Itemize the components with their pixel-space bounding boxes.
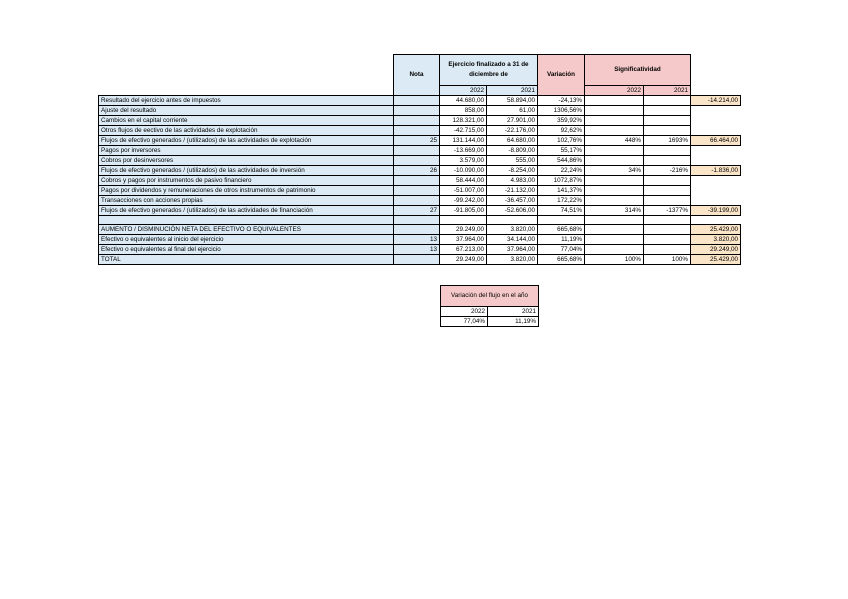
header-nota: Nota (394, 55, 440, 96)
variacion-flujo-value-2021: 11,19% (488, 317, 539, 327)
row-sig-2022 (585, 186, 644, 196)
cash-flow-sheet (98, 54, 741, 265)
row-sig-2022: 448% (585, 136, 644, 146)
row-sig-2021: -1377% (644, 206, 691, 216)
row-difference: -39.199,00 (691, 206, 741, 216)
row-value-2021 (487, 216, 538, 225)
row-value-2021: -8.254,00 (487, 166, 538, 176)
row-nota (394, 186, 440, 196)
table-row (99, 96, 741, 106)
row-value-2022: 3.579,00 (440, 156, 487, 166)
row-value-2021: 27.901,00 (487, 116, 538, 126)
row-nota: 26 (394, 166, 440, 176)
row-sig-2022 (585, 96, 644, 106)
row-variacion: 665,68% (538, 225, 585, 235)
row-nota (394, 96, 440, 106)
row-value-2021: -36.457,00 (487, 196, 538, 206)
row-label: Cobros y pagos por instrumentos de pasivo financiero (99, 176, 394, 186)
variacion-flujo-table (440, 285, 539, 327)
row-sig-2022: 100% (585, 255, 644, 265)
row-value-2021: -21.132,00 (487, 186, 538, 196)
variacion-flujo-year-2021: 2021 (488, 307, 539, 317)
row-nota (394, 196, 440, 206)
row-difference (691, 126, 741, 136)
row-value-2021: 555,00 (487, 156, 538, 166)
table-row (99, 156, 741, 166)
row-difference: 25.429,00 (691, 255, 741, 265)
row-difference (691, 116, 741, 126)
row-sig-2022 (585, 225, 644, 235)
row-nota (394, 126, 440, 136)
cash-flow-table (98, 54, 741, 265)
row-sig-2021: -216% (644, 166, 691, 176)
row-sig-2022 (585, 245, 644, 255)
row-sig-2021 (644, 146, 691, 156)
row-variacion: 102,76% (538, 136, 585, 146)
row-nota (394, 176, 440, 186)
row-variacion: 11,19% (538, 235, 585, 245)
row-difference (691, 156, 741, 166)
row-variacion: -24,13% (538, 96, 585, 106)
row-sig-2021 (644, 216, 691, 225)
row-sig-2022 (585, 156, 644, 166)
row-value-2022: 29.249,00 (440, 225, 487, 235)
row-value-2022: 858,00 (440, 106, 487, 116)
table-row (99, 225, 741, 235)
row-nota (394, 156, 440, 166)
row-sig-2021 (644, 106, 691, 116)
row-label: AUMENTO / DISMINUCIÓN NETA DEL EFECTIVO O EQUIVALENTES (99, 225, 394, 235)
row-sig-2021 (644, 225, 691, 235)
header-significatividad: Significatividad (585, 55, 691, 86)
variacion-flujo-year-2022: 2022 (441, 307, 488, 317)
row-label: Pagos por inversores (99, 146, 394, 156)
table-row (99, 176, 741, 186)
table-row (99, 146, 741, 156)
header-sig-year-2021: 2021 (644, 86, 691, 96)
row-sig-2022: 34% (585, 166, 644, 176)
row-variacion: 55,17% (538, 146, 585, 156)
header-spacer (99, 55, 394, 86)
row-sig-2021: 100% (644, 255, 691, 265)
table-row (99, 116, 741, 126)
row-label: Cambios en el capital corriente (99, 116, 394, 126)
row-nota (394, 216, 440, 225)
row-value-2022: -13.669,00 (440, 146, 487, 156)
row-label: Otros flujos de eectivo de las actividades de explotación (99, 126, 394, 136)
header-variacion: Variación (538, 55, 585, 96)
row-nota: 25 (394, 136, 440, 146)
row-label: Flujos de efectivo generados / (utilizados) de las actividades de inversión (99, 166, 394, 176)
row-variacion: 172,22% (538, 196, 585, 206)
row-value-2021: 34.144,00 (487, 235, 538, 245)
row-sig-2021 (644, 156, 691, 166)
row-nota (394, 255, 440, 265)
row-sig-2021: 1693% (644, 136, 691, 146)
row-value-2022: 29.249,00 (440, 255, 487, 265)
header-year-2022: 2022 (440, 86, 487, 96)
row-value-2022 (440, 216, 487, 225)
row-variacion: 22,24% (538, 166, 585, 176)
row-difference (691, 146, 741, 156)
row-label: Cobros por desinversores (99, 156, 394, 166)
row-nota (394, 146, 440, 156)
row-difference (691, 106, 741, 116)
row-sig-2021 (644, 116, 691, 126)
row-nota (394, 116, 440, 126)
row-value-2021: -22.176,00 (487, 126, 538, 136)
row-value-2022: 128.321,00 (440, 116, 487, 126)
row-value-2022: -91.805,00 (440, 206, 487, 216)
row-label: Transacciones con acciones propias (99, 196, 394, 206)
row-difference (691, 196, 741, 206)
table-row (99, 235, 741, 245)
row-value-2022: -99.242,00 (440, 196, 487, 206)
row-label (99, 216, 394, 225)
table-row (99, 186, 741, 196)
table-row (99, 126, 741, 136)
row-sig-2021 (644, 186, 691, 196)
row-variacion: 359,92% (538, 116, 585, 126)
row-variacion (538, 216, 585, 225)
row-difference (691, 186, 741, 196)
row-nota: 13 (394, 245, 440, 255)
row-sig-2022 (585, 116, 644, 126)
row-difference: -1.836,00 (691, 166, 741, 176)
row-label: Flujos de efectivo generados / (utilizados) de las actividades de financiación (99, 206, 394, 216)
row-value-2021: 3.820,00 (487, 225, 538, 235)
variacion-flujo-box (440, 285, 539, 327)
row-value-2022: 37.964,00 (440, 235, 487, 245)
row-difference: 66.464,00 (691, 136, 741, 146)
row-value-2021: 61,00 (487, 106, 538, 116)
row-label: Ajuste del resultado (99, 106, 394, 116)
row-variacion: 1306,56% (538, 106, 585, 116)
row-value-2022: -51.007,00 (440, 186, 487, 196)
variacion-flujo-value-2022: 77,04% (441, 317, 488, 327)
row-value-2022: 44.680,00 (440, 96, 487, 106)
row-label: Flujos de efectivo generados / (utilizados) de las actividades de explotación (99, 136, 394, 146)
row-label: Pagos por dividendos y remuneraciones de otros instrumentos de patrimonio (99, 186, 394, 196)
row-sig-2021 (644, 245, 691, 255)
row-sig-2022 (585, 196, 644, 206)
row-variacion: 74,51% (538, 206, 585, 216)
row-value-2021: -52.606,00 (487, 206, 538, 216)
row-value-2022: -10.090,00 (440, 166, 487, 176)
row-sig-2021 (644, 126, 691, 136)
row-sig-2022 (585, 235, 644, 245)
row-value-2021: -8.809,00 (487, 146, 538, 156)
row-sig-2022 (585, 176, 644, 186)
row-value-2022: -42.715,00 (440, 126, 487, 136)
header-sig-year-2022: 2022 (585, 86, 644, 96)
row-value-2022: 131.144,00 (440, 136, 487, 146)
table-row (99, 206, 741, 216)
row-variacion: 92,62% (538, 126, 585, 136)
header-year-2021: 2021 (487, 86, 538, 96)
row-sig-2021 (644, 96, 691, 106)
row-variacion: 141,37% (538, 186, 585, 196)
table-row (99, 255, 741, 265)
row-value-2021: 37.964,00 (487, 245, 538, 255)
row-variacion: 77,04% (538, 245, 585, 255)
row-value-2021: 3.820,00 (487, 255, 538, 265)
row-sig-2021 (644, 235, 691, 245)
table-row (99, 136, 741, 146)
table-row (99, 166, 741, 176)
row-sig-2022 (585, 146, 644, 156)
row-sig-2021 (644, 176, 691, 186)
header-spacer-right (691, 55, 741, 86)
row-difference: 25.429,00 (691, 225, 741, 235)
row-difference: -14.214,00 (691, 96, 741, 106)
row-nota (394, 225, 440, 235)
row-value-2021: 4.983,00 (487, 176, 538, 186)
row-sig-2022 (585, 216, 644, 225)
row-sig-2021 (644, 196, 691, 206)
row-label: Efectivo o equivalentes al final del ejercicio (99, 245, 394, 255)
row-sig-2022: 314% (585, 206, 644, 216)
row-nota (394, 106, 440, 116)
row-difference (691, 216, 741, 225)
row-label: Efectivo o equivalentes al inicio del ejercicio (99, 235, 394, 245)
row-label: TOTAL (99, 255, 394, 265)
row-difference (691, 176, 741, 186)
header-ejercicio: Ejercicio finalizado a 31 de diciembre de (440, 55, 538, 86)
row-sig-2022 (585, 106, 644, 116)
variacion-flujo-title: Variación del flujo en el año (441, 286, 539, 307)
row-value-2021: 58.894,00 (487, 96, 538, 106)
row-nota: 13 (394, 235, 440, 245)
table-row (99, 245, 741, 255)
row-difference: 3.820,00 (691, 235, 741, 245)
table-row (99, 106, 741, 116)
table-row (99, 196, 741, 206)
row-label: Resultado del ejercicio antes de impuestos (99, 96, 394, 106)
row-variacion: 544,86% (538, 156, 585, 166)
row-value-2022: 58.444,00 (440, 176, 487, 186)
row-difference: 29.249,00 (691, 245, 741, 255)
row-variacion: 1072,87% (538, 176, 585, 186)
table-row (99, 216, 741, 225)
row-variacion: 665,68% (538, 255, 585, 265)
row-value-2022: 67.213,00 (440, 245, 487, 255)
row-nota: 27 (394, 206, 440, 216)
row-value-2021: 64.680,00 (487, 136, 538, 146)
row-sig-2022 (585, 126, 644, 136)
